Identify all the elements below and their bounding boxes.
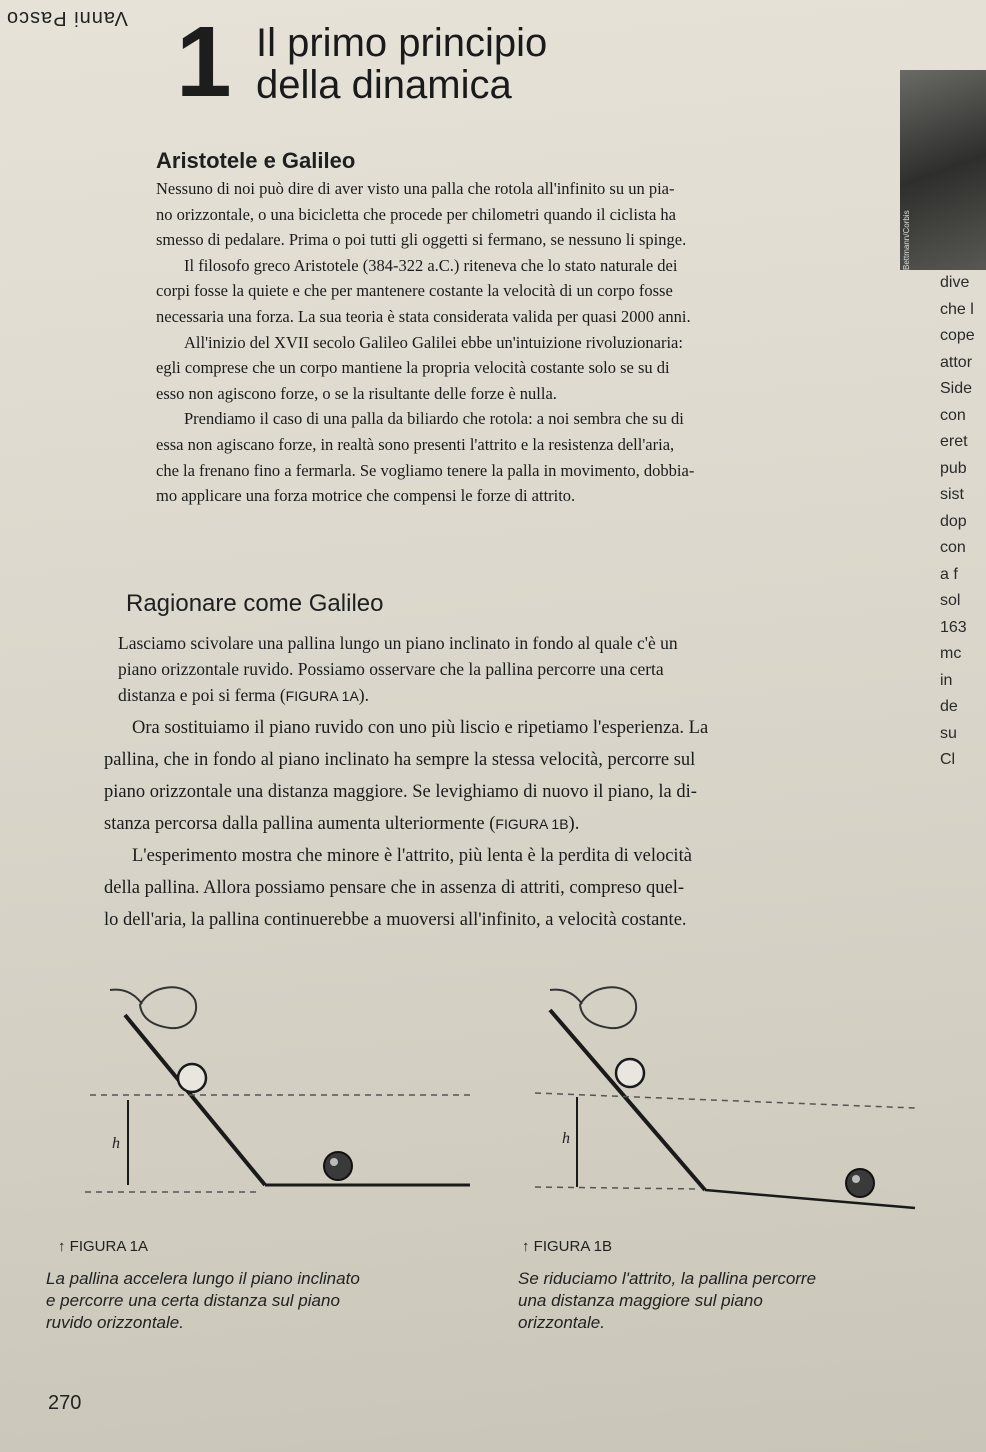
figure-1a-label-text: FIGURA 1A [69, 1238, 149, 1255]
text-line: Nessuno di noi può dire di aver visto una palla che rotola all'infinito su un pia- [156, 179, 675, 198]
ball-start [178, 1064, 206, 1092]
text-fragment: ). [568, 814, 580, 834]
section-ragionare-text [118, 630, 898, 709]
text-line: All'inizio del XVII secolo Galileo Galilei ebbe un'intuizione rivoluzionaria: [184, 332, 683, 352]
arrow-up-icon: ↑ [58, 1238, 66, 1255]
margin-word: sist [940, 486, 964, 503]
chapter-title-line-2: della dinamica [256, 63, 512, 107]
margin-word: che l [940, 300, 974, 318]
page-number: 270 [48, 1392, 82, 1414]
text-line: lo dell'aria, la pallina continuerebbe a muoversi all'infinito, a velocità costante. [104, 910, 687, 930]
caption-line: ruvido orizzontale. [46, 1313, 184, 1332]
section-heading-ragionare: Ragionare come Galileo [126, 590, 384, 617]
margin-word: 163 [940, 618, 967, 636]
text-line: mo applicare una forza motrice che compensi le forze di attrito. [156, 486, 576, 506]
text-line: egli comprese che un corpo mantiene la propria velocità costante solo se su di [156, 358, 670, 378]
figure-1b-label [522, 1238, 612, 1255]
next-column-clipped-text [940, 270, 986, 774]
text-line: pallina, che in fondo al piano inclinato ha sempre la stessa velocità, percorre sul [104, 750, 696, 770]
text-line: Prendiamo il caso di una palla da biliardo che rotola: a noi sembra che su di [184, 409, 684, 429]
ball-stopped [324, 1152, 352, 1180]
caption-line: e percorre una certa distanza sul piano [46, 1291, 340, 1310]
figure-1a-diagram [70, 960, 490, 1210]
margin-word: pub [940, 459, 967, 477]
figure-1b-caption [518, 1268, 816, 1334]
figure-1a-height-label: h [112, 1135, 120, 1152]
inclined-plane [125, 1015, 265, 1185]
figure-1b-diagram [520, 965, 920, 1215]
margin-word: con [940, 539, 966, 556]
horizontal-smooth-plane [705, 1190, 915, 1208]
text-line: della pallina. Allora possiamo pensare che in assenza di attriti, compreso quel- [104, 878, 684, 898]
text-fragment: ). [358, 685, 369, 705]
figure-1b-label-text: FIGURA 1B [533, 1238, 613, 1255]
text-line: smesso di pedalare. Prima o poi tutti gli oggetti si fermano, se nessuno li spinge. [156, 230, 687, 250]
text-line: esso non agiscono forze, o se la risultante delle forze è nulla. [156, 383, 557, 403]
figure-1a-caption [46, 1268, 360, 1334]
top-level-dashed-line [535, 1093, 915, 1108]
margin-word: su [940, 724, 957, 742]
chapter-number: 1 [176, 6, 232, 118]
text-fragment: distanza e poi si ferma ( [118, 685, 286, 705]
margin-word: dive [940, 274, 970, 291]
section-aristotele-text [156, 176, 896, 509]
hand-icon [140, 987, 196, 1028]
section-heading-aristotele: Aristotele e Galileo [156, 148, 356, 173]
margin-word: Side [940, 380, 973, 397]
margin-word: eret [940, 433, 968, 450]
text-line: corpi fosse la quiete e che per mantenere costante la velocità di un corpo fosse [156, 281, 673, 301]
text-line: che la frenano fino a fermarla. Se vogliamo tenere la palla in movimento, dobbia- [156, 460, 695, 480]
margin-word: Cl [940, 751, 956, 768]
figure-reference-1b: FIGURA 1B [495, 816, 569, 832]
ball-highlight [330, 1158, 338, 1166]
figure-1b-height-label: h [562, 1130, 570, 1147]
caption-line: Se riduciamo l'attrito, la pallina percorre [518, 1269, 817, 1288]
text-line [104, 808, 904, 840]
text-line: essa non agiscano forze, in realtà sono presenti l'attrito e la resistenza dell'aria, [156, 434, 675, 454]
margin-word: con [940, 406, 966, 424]
margin-word: sol [940, 592, 961, 609]
margin-word: de [940, 698, 958, 715]
ball-stopped [846, 1169, 874, 1197]
inclined-plane [550, 1010, 705, 1190]
hand-icon [580, 987, 636, 1028]
text-line: no orizzontale, o una bicicletta che procede per chilometri quando il ciclista ha [156, 204, 676, 224]
text-line: piano orizzontale ruvido. Possiamo osservare che la pallina percorre una certa [118, 659, 664, 679]
hand-finger [110, 990, 142, 1004]
caption-line: orizzontale. [518, 1313, 605, 1332]
text-line: piano orizzontale una distanza maggiore. Se levighiamo di nuovo il piano, la di- [104, 782, 697, 802]
hand-finger [550, 990, 582, 1004]
bottom-level-dashed-line [535, 1187, 700, 1189]
arrow-up-icon: ↑ [522, 1238, 530, 1255]
margin-word: cope [940, 327, 975, 344]
margin-word: attor [940, 353, 973, 371]
text-line: Lasciamo scivolare una pallina lungo un piano inclinato in fondo al quale c'è un [118, 633, 678, 653]
ball-start [616, 1059, 644, 1087]
portrait-credit: Bettmann/Corbis [902, 210, 911, 270]
text-line [118, 682, 898, 709]
text-line: Ora sostituiamo il piano ruvido con uno più liscio e ripetiamo l'esperienza. La [132, 718, 709, 738]
figure-1a-label [58, 1238, 148, 1255]
text-line: necessaria una forza. La sua teoria è stata considerata valida per quasi 2000 anni. [156, 306, 691, 326]
caption-line: La pallina accelera lungo il piano inclinato [46, 1269, 360, 1288]
margin-word: dop [940, 512, 967, 530]
text-line: L'esperimento mostra che minore è l'attrito, più lenta è la perdita di velocità [132, 846, 692, 866]
section-ragionare-text-2 [104, 712, 904, 936]
margin-word: mc [940, 645, 962, 662]
text-line: Il filosofo greco Aristotele (384-322 a.C.) riteneva che lo stato naturale dei [184, 255, 678, 275]
chapter-title-line-1: Il primo principio [256, 21, 548, 65]
margin-word: in [940, 671, 953, 689]
margin-word: a f [940, 565, 958, 583]
figure-reference-1a: FIGURA 1A [285, 688, 359, 704]
caption-line: una distanza maggiore sul piano [518, 1291, 763, 1310]
ball-highlight [852, 1175, 860, 1183]
chapter-title [256, 22, 547, 106]
corner-author-text: Vanni Pasco [6, 7, 128, 29]
text-fragment: stanza percorsa dalla pallina aumenta ulteriormente ( [104, 814, 496, 834]
